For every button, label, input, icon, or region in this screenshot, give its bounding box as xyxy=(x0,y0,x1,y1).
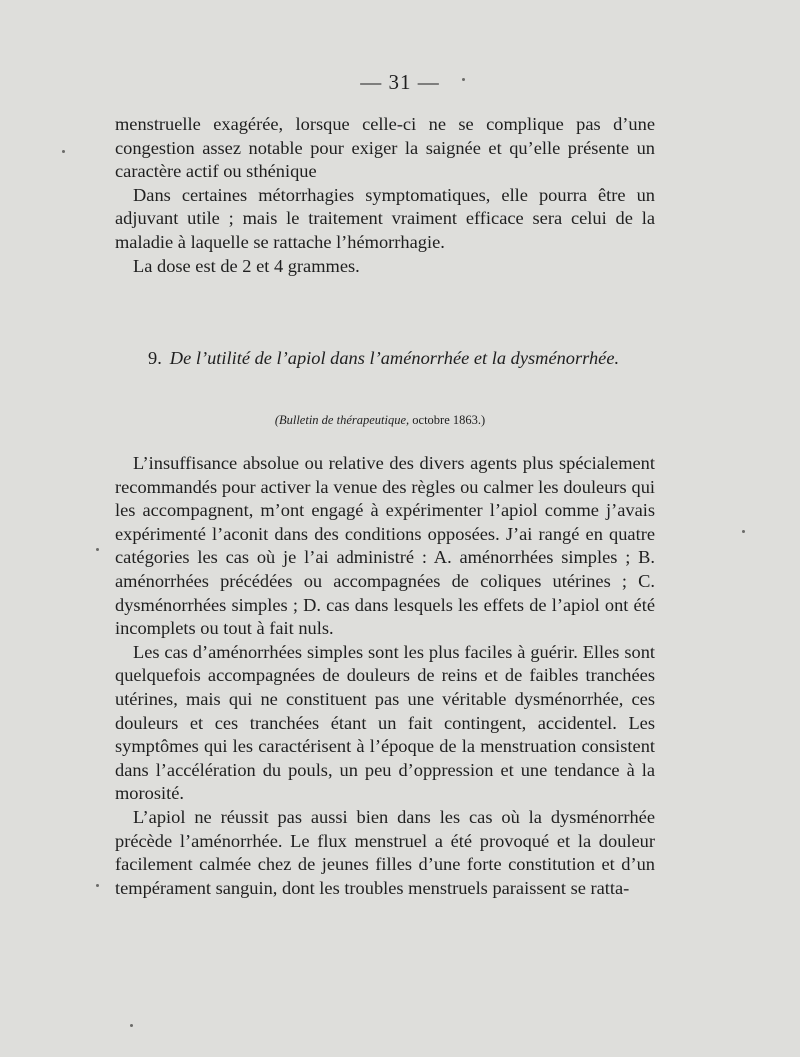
text-block-top xyxy=(115,113,655,278)
speck xyxy=(130,1024,133,1027)
citation-source: (Bulletin de thérapeutique, xyxy=(274,413,410,427)
speck xyxy=(462,78,465,81)
paragraph: L’apiol ne réussit pas aussi bien dans les cas où la dysménorrhée précède l’aménorrhée. Le flux menstruel a été provoqué et la douleur facilement calmée chez de jeunes filles d’une forte constitution et d’un tempérament sanguin, dont les troubles menstruels paraissent se ratta- xyxy=(115,806,655,898)
paragraph: Les cas d’aménorrhées simples sont les plus faciles à guérir. Elles sont quelquefois accompagnées de douleurs de reins et de faibles tranchées utérines, mais qui ne constituent pas une véritable dysménorrhée, ces douleurs et ces tranchées étant un fait contingent, accidentel. Les symptômes qui les caractérisent à l’époque de la menstruation consistent dans l’accélération du pouls, un peu d’oppression et une tendance à la morosité. xyxy=(115,641,655,804)
citation-date: octobre 1863.) xyxy=(412,413,486,427)
section-number: 9. xyxy=(148,348,162,368)
paragraph: menstruelle exagérée, lorsque celle-ci ne se complique pas d’une congestion assez notable pour exiger la saignée et qu’elle présente un caractère actif ou sthénique xyxy=(115,114,655,182)
paragraph: Dans certaines métorrhagies symptomatiques, elle pourra être un adjuvant utile ; mais le traitement vraiment efficace sera celui de la maladie à laquelle se rattache l’hémorrhagie. xyxy=(115,184,655,252)
speck xyxy=(96,548,99,551)
section-title: De l’utilité de l’apiol dans l’aménorrhée et la dysménorrhée. xyxy=(169,348,620,368)
text-block-bottom xyxy=(115,452,655,900)
paragraph: L’insuffisance absolue ou relative des divers agents plus spécialement recommandés pour activer la venue des règles ou calmer les douleurs qui les accompagnent, m’ont engagé à expérimenter l’apiol comme j’avais expérimenté l’aconit dans des conditions opposées. J’ai rangé en quatre catégories les cas où je l’ai administré : A. aménorrhées simples ; B. aménorrhées précédées ou accompagnées de coliques utérines ; C. dysménorrhées simples ; D. cas dans lesquels les effets de l’apiol ont été incomplets ou tout à fait nuls. xyxy=(115,453,655,639)
paragraph: La dose est de 2 et 4 grammes. xyxy=(133,255,360,276)
section-heading xyxy=(148,346,668,370)
page-number: — 31 — xyxy=(360,70,440,94)
speck xyxy=(742,530,745,533)
speck xyxy=(96,884,99,887)
citation xyxy=(0,412,760,428)
speck xyxy=(62,150,65,153)
